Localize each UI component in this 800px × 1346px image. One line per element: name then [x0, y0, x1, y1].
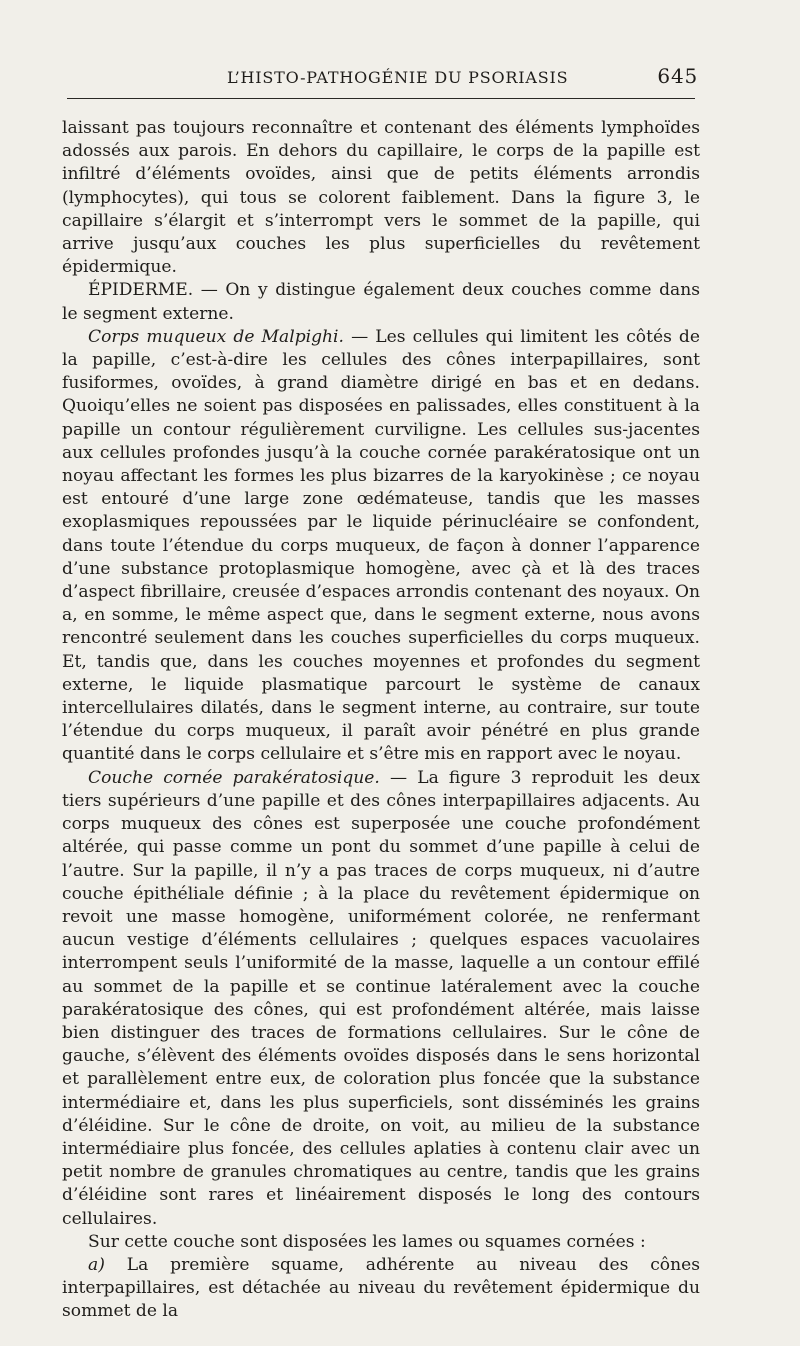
paragraph-text: laissant pas toujours reconnaître et contenant des éléments lymphoïdes adossés aux parois. En dehors du capillaire, le corps de la papille est infiltré d’éléments ovoïdes, ainsi que de petits éléments arrondis (lymphocytes), qui tous se colorent faiblement. Dans la figure 3, le capillaire s’élargit et s’interrompt vers le sommet de la papille, qui arrive jusqu’aux couches les plus superficielles du revêtement épidermique. [62, 118, 700, 278]
paragraph-premiere-squame [62, 1254, 700, 1324]
book-page [62, 58, 700, 1324]
paragraph-text: — La figure 3 reproduit les deux tiers supérieurs d’une papille et des cônes interpapillaires adjacents. Au corps muqueux des cônes est superposée une couche profondément altérée, qui passe comme un pont du sommet d’une papille à celui de l’autre. Sur la papille, il n’y a pas traces de corps muqueux, ni d’autre couche épithéliale définie ; à la place du revêtement épidermique on revoit une masse homogène, uniformément colorée, ne renfermant aucun vestige d’éléments cellulaires ; quelques espaces vacuolaires interrompent seuls l’uniformité de la masse, laquelle a un contour effilé au sommet de la papille et se continue latéralement avec la couche parakératosique des cônes, qui est profondément altérée, mais laisse bien distinguer des traces de formations cellulaires. Sur le cône de gauche, s’élèvent des éléments ovoïdes disposés dans le sens horizontal et parallèlement entre eux, de coloration plus foncée que la substance intermédiaire et, dans les plus superficiels, sont disséminés les grains d’éléidine. Sur le cône de droite, on voit, au milieu de la substance intermédiaire plus foncée, des cellules aplaties à contenu clair avec un petit nombre de granules chromatiques au centre, tandis que les grains d’éléidine sont rares et linéairement disposés le long des contours cellulaires. [62, 767, 700, 1229]
paragraph-corps-muqueux [62, 326, 700, 767]
paragraph-text: — Les cellules qui limitent les côtés de la papille, c’est-à-dire les cellules des cônes interpapillaires, sont fusiformes, ovoïdes, à grand diamètre dirigé en bas et en dedans. Quoiqu’elles ne soient pas disposées en palissades, elles constituent à la papille un contour régulièrement curviligne. Les cellules sus-jacentes aux cellules profondes jusqu’à la couche cornée parakératosique ont un noyau affectant les formes les plus bizarres de la karyokinèse ; ce noyau est entouré d’une large zone œdémateuse, tandis que les masses exoplasmiques repoussées par le liquide périnucléaire se confondent, dans toute l’étendue du corps muqueux, de façon à donner l’apparence d’une substance protoplasmique homogène, avec çà et là des traces d’aspect fibrillaire, creusée d’espaces arrondis contenant des noyaux. On a, en somme, le même aspect que, dans le segment externe, nous avons rencontré seulement dans les couches superficielles du corps muqueux. Et, tandis que, dans les couches moyennes et profondes du segment externe, le liquide plasmatique parcourt le système de canaux intercellulaires dilatés, dans le segment interne, au contraire, sur toute l’étendue du corps muqueux, il paraît avoir pénétré en plus grande quantité dans le corps cellulaire et s’être mis en rapport avec le noyau. [62, 326, 700, 765]
paragraph-couche-cornee [62, 767, 700, 1231]
section-lead-couche-cornee: Couche cornée parakératosique. [88, 767, 380, 788]
paragraph-epiderme [62, 279, 700, 325]
section-lead-corps-muqueux: Corps muqueux de Malpighi. [88, 326, 344, 347]
running-title: L’HISTO-PATHOGÉNIE DU PSORIASIS [227, 68, 569, 87]
paragraph-text: La première squame, adhérente au niveau des cônes interpapillaires, est détachée au niveau du revêtement épidermique du sommet de la [62, 1254, 700, 1322]
running-head [62, 58, 700, 88]
list-marker-a: a) [88, 1254, 105, 1275]
paragraph-text: Sur cette couche sont disposées les lames ou squames cornées : [88, 1231, 646, 1252]
paragraph-squames-intro [62, 1231, 700, 1254]
paragraph-papilla-continuation [62, 117, 700, 279]
body-text [62, 117, 700, 1324]
page-number: 645 [657, 64, 698, 88]
section-lead-epiderme: ÉPIDERME. [88, 280, 194, 301]
paragraph-text: — On y distingue également deux couches comme dans le segment externe. [62, 280, 700, 324]
header-rule [67, 98, 695, 99]
